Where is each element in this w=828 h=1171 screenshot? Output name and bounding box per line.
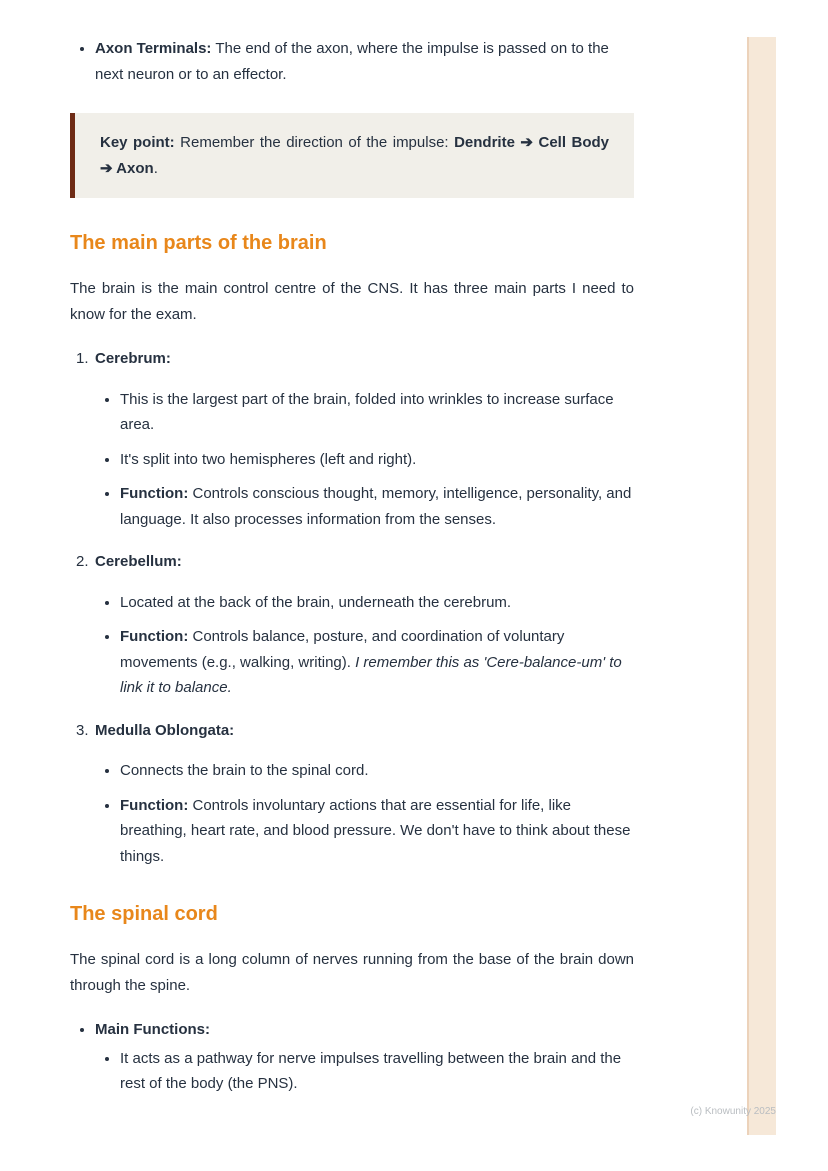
list-item xyxy=(120,758,634,784)
body-text: It acts as a pathway for nerve impulses travelling between the brain and the rest of the body (the PNS). xyxy=(120,1049,622,1092)
key-point-label: Key point: xyxy=(100,134,175,151)
item-title: Cerebellum: xyxy=(95,553,182,570)
italic-note: I remember this as 'Cere-balance-um' to link it to balance. xyxy=(120,653,622,696)
key-point-text xyxy=(100,130,609,181)
main-functions-sublist xyxy=(95,1046,634,1097)
spinal-cord-intro-paragraph: The spinal cord is a long column of nerves running from the base of the brain down through the spine. xyxy=(70,951,634,994)
item-title: Cerebrum: xyxy=(95,350,171,367)
body-text: It's split into two hemispheres (left and right). xyxy=(120,450,417,468)
body-text: . xyxy=(153,159,158,177)
axon-terminals-list xyxy=(70,36,634,87)
list-item xyxy=(120,1046,634,1097)
list-item xyxy=(95,1017,634,1097)
numbered-item-cerebrum xyxy=(70,346,634,532)
body-text: Controls involuntary actions that are essential for life, like breathing, heart rate, and blood pressure. We don't have to think about these things. xyxy=(120,796,631,865)
section-heading-brain: The main parts of the brain xyxy=(70,232,327,254)
cerebellum-bullet-list xyxy=(95,590,634,701)
bold-text: Axon Terminals: xyxy=(95,40,212,57)
body-text: Connects the brain to the spinal cord. xyxy=(120,762,369,779)
list-item xyxy=(120,624,634,701)
bold-text: Main Functions: xyxy=(95,1021,210,1038)
numbered-item-heading xyxy=(70,718,634,744)
body-text: Remember the direction of the impulse: xyxy=(174,134,455,151)
copyright-watermark: (c) Knowunity 2025 xyxy=(690,1106,776,1117)
main-functions-list xyxy=(70,1017,634,1097)
body-text: The end of the axon, where the impulse is passed on to the next neuron or to an effector. xyxy=(95,40,609,83)
section-heading-spinal-cord: The spinal cord xyxy=(70,903,218,925)
medulla-bullet-list xyxy=(95,758,634,869)
list-item xyxy=(95,36,634,87)
impulse-path-text: Dendrite ➔ Cell Body ➔ Axon xyxy=(100,134,609,177)
body-text: Controls balance, posture, and coordination of voluntary movements (e.g., walking, writing). xyxy=(120,628,565,671)
key-point-callout xyxy=(70,113,634,198)
brain-intro-paragraph: The brain is the main control centre of the CNS. It has three main parts I need to know for the exam. xyxy=(70,280,634,323)
page-edge-stripe xyxy=(747,37,776,1135)
bold-text: Function: xyxy=(120,796,189,814)
page-content xyxy=(70,36,634,1097)
item-number: 3. xyxy=(76,721,89,739)
list-item xyxy=(120,590,634,616)
numbered-item-heading xyxy=(70,346,634,372)
cerebrum-bullet-list xyxy=(95,387,634,533)
body-text: Located at the back of the brain, underneath the cerebrum. xyxy=(120,593,512,611)
item-number: 2. xyxy=(76,553,89,570)
item-title: Medulla Oblongata: xyxy=(95,721,235,739)
spinal-cord-functions-block xyxy=(70,1017,634,1097)
brain-parts-numbered-list xyxy=(70,346,634,869)
list-item xyxy=(120,447,634,473)
numbered-item-medulla xyxy=(70,718,634,870)
list-item xyxy=(120,387,634,438)
body-text: Controls conscious thought, memory, intelligence, personality, and language. It also processes information from the senses. xyxy=(120,485,632,528)
list-item xyxy=(120,793,634,870)
bold-text: Function: xyxy=(120,628,189,645)
numbered-item-heading xyxy=(70,549,634,575)
bold-text: Function: xyxy=(120,485,189,502)
item-number: 1. xyxy=(76,350,89,367)
list-item xyxy=(120,481,634,532)
numbered-item-cerebellum xyxy=(70,549,634,701)
body-text: This is the largest part of the brain, folded into wrinkles to increase surface area. xyxy=(120,390,614,433)
